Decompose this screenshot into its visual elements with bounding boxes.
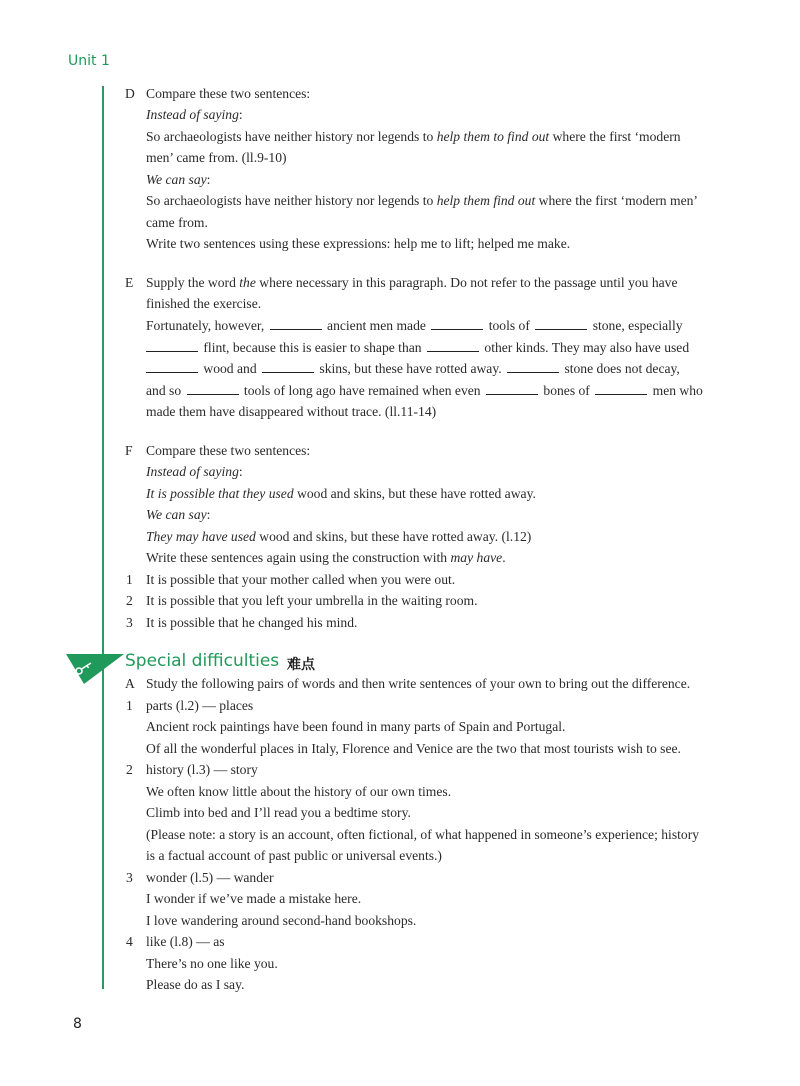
text: men who — [649, 383, 703, 398]
word-pair: parts (l.2) — places — [146, 698, 254, 713]
text: wood and skins, but these have rotted away. — [293, 486, 536, 501]
item-number: 4 — [126, 934, 133, 949]
sentence-1-cont: men’ came from. (ll.9-10) — [146, 150, 287, 165]
note-text: (Please note: a story is an account, often fictional, of what happened in someone’s experience; history — [146, 827, 700, 842]
text: flint, because this is easier to shape than — [200, 340, 425, 355]
we-can-label: We can say — [146, 507, 207, 522]
unit-header: Unit 1 — [68, 53, 110, 69]
item-number: 3 — [126, 870, 133, 885]
exercise-line-4 — [146, 381, 703, 401]
instead-label: Instead of saying — [146, 107, 239, 122]
key-icon — [66, 654, 126, 691]
colon: : — [206, 172, 211, 187]
text: Fortunately, however, — [146, 318, 268, 333]
text: tools of — [485, 318, 534, 333]
section-f-intro: Compare these two sentences: — [146, 443, 311, 458]
italic-text: the — [239, 275, 256, 290]
text: tools of long ago have remained when even — [240, 383, 484, 398]
exercise-line-3 — [146, 359, 680, 379]
exercise-line-2 — [146, 338, 689, 358]
sentence-2 — [146, 527, 531, 547]
example-sentence: Of all the wonderful places in Italy, Florence and Venice are the two that most tourists wish to see. — [146, 741, 681, 756]
italic-text: It is possible that they used — [146, 486, 294, 501]
section-e-instruction-cont: finished the exercise. — [146, 296, 262, 311]
section-d-task: Write two sentences using these expressions: help me to lift; helped me make. — [146, 236, 571, 251]
note-text: is a factual account of past public or universal events.) — [146, 848, 442, 863]
section-a-label: A — [125, 676, 135, 691]
text: and so — [146, 383, 185, 398]
text: Write these sentences again using the construction with — [146, 550, 451, 565]
item-number: 3 — [126, 615, 133, 630]
text: So archaeologists have neither history nor legends to — [146, 193, 437, 208]
text: So archaeologists have neither history nor legends to — [146, 129, 437, 144]
item-number: 1 — [126, 698, 133, 713]
blank-field[interactable] — [262, 361, 314, 373]
special-difficulties-title-cn: 难点 — [287, 657, 315, 673]
list-item: It is possible that you left your umbrella in the waiting room. — [146, 593, 478, 608]
text: other kinds. They may also have used — [481, 340, 690, 355]
example-sentence: Ancient rock paintings have been found in many parts of Spain and Portugal. — [146, 719, 566, 734]
section-a-instruction: Study the following pairs of words and then write sentences of your own to bring out the difference. — [146, 676, 691, 691]
text: where the first ‘modern — [549, 129, 681, 144]
section-f-task — [146, 548, 506, 568]
sentence-2 — [146, 191, 698, 211]
text: where necessary in this paragraph. Do not refer to the passage until you have — [255, 275, 678, 290]
example-sentence: I wonder if we’ve made a mistake here. — [146, 891, 362, 906]
example-sentence: There’s no one like you. — [146, 956, 278, 971]
word-pair: like (l.8) — as — [146, 934, 225, 949]
text: skins, but these have rotted away. — [316, 361, 506, 376]
list-item: It is possible that he changed his mind. — [146, 615, 358, 630]
text: where the first ‘modern men’ — [535, 193, 698, 208]
text: Supply the word — [146, 275, 240, 290]
we-can-label: We can say — [146, 172, 207, 187]
page-number: 8 — [73, 1016, 82, 1032]
italic-text: They may have used — [146, 529, 256, 544]
colon: : — [238, 107, 243, 122]
section-e-instruction — [146, 273, 678, 293]
we-can-say — [146, 505, 210, 525]
special-difficulties-title: Special difficulties — [125, 651, 280, 671]
text: wood and — [200, 361, 261, 376]
italic-text: help them to find out — [436, 129, 550, 144]
word-pair: history (l.3) — story — [146, 762, 258, 777]
blank-field[interactable] — [146, 361, 198, 373]
sentence-2-cont: came from. — [146, 215, 208, 230]
blank-field[interactable] — [486, 383, 538, 395]
section-d-label: D — [125, 86, 135, 101]
text: wood and skins, but these have rotted away. (l.12) — [255, 529, 532, 544]
blank-field[interactable] — [431, 318, 483, 330]
blank-field[interactable] — [146, 340, 198, 352]
text: . — [502, 550, 506, 565]
sentence-1 — [146, 484, 536, 504]
section-e-label: E — [125, 275, 134, 290]
sentence-1 — [146, 127, 681, 147]
instead-label: Instead of saying — [146, 464, 239, 479]
blank-field[interactable] — [595, 383, 647, 395]
section-f-label: F — [125, 443, 133, 458]
blank-field[interactable] — [270, 318, 322, 330]
item-number: 2 — [126, 593, 133, 608]
example-sentence: Please do as I say. — [146, 977, 245, 992]
blank-field[interactable] — [427, 340, 479, 352]
text: stone does not decay, — [561, 361, 680, 376]
colon: : — [238, 464, 243, 479]
italic-text: may have — [450, 550, 503, 565]
colon: : — [206, 507, 211, 522]
list-item: It is possible that your mother called when you were out. — [146, 572, 456, 587]
example-sentence: We often know little about the history of our own times. — [146, 784, 452, 799]
exercise-line-5: made them have disappeared without trace. (ll.11-14) — [146, 404, 437, 419]
word-pair: wonder (l.5) — wander — [146, 870, 274, 885]
item-number: 1 — [126, 572, 133, 587]
we-can-say — [146, 170, 210, 190]
example-sentence: Climb into bed and I’ll read you a bedtime story. — [146, 805, 411, 820]
blank-field[interactable] — [507, 361, 559, 373]
blank-field[interactable] — [535, 318, 587, 330]
text: ancient men made — [323, 318, 430, 333]
text: stone, especially — [589, 318, 683, 333]
exercise-line-1 — [146, 316, 683, 336]
blank-field[interactable] — [187, 383, 239, 395]
margin-rule — [102, 86, 104, 989]
instead-of-saying — [146, 462, 243, 482]
text: bones of — [540, 383, 594, 398]
example-sentence: I love wandering around second-hand bookshops. — [146, 913, 417, 928]
instead-of-saying — [146, 105, 243, 125]
section-d-intro: Compare these two sentences: — [146, 86, 311, 101]
italic-text: help them find out — [436, 193, 536, 208]
item-number: 2 — [126, 762, 133, 777]
